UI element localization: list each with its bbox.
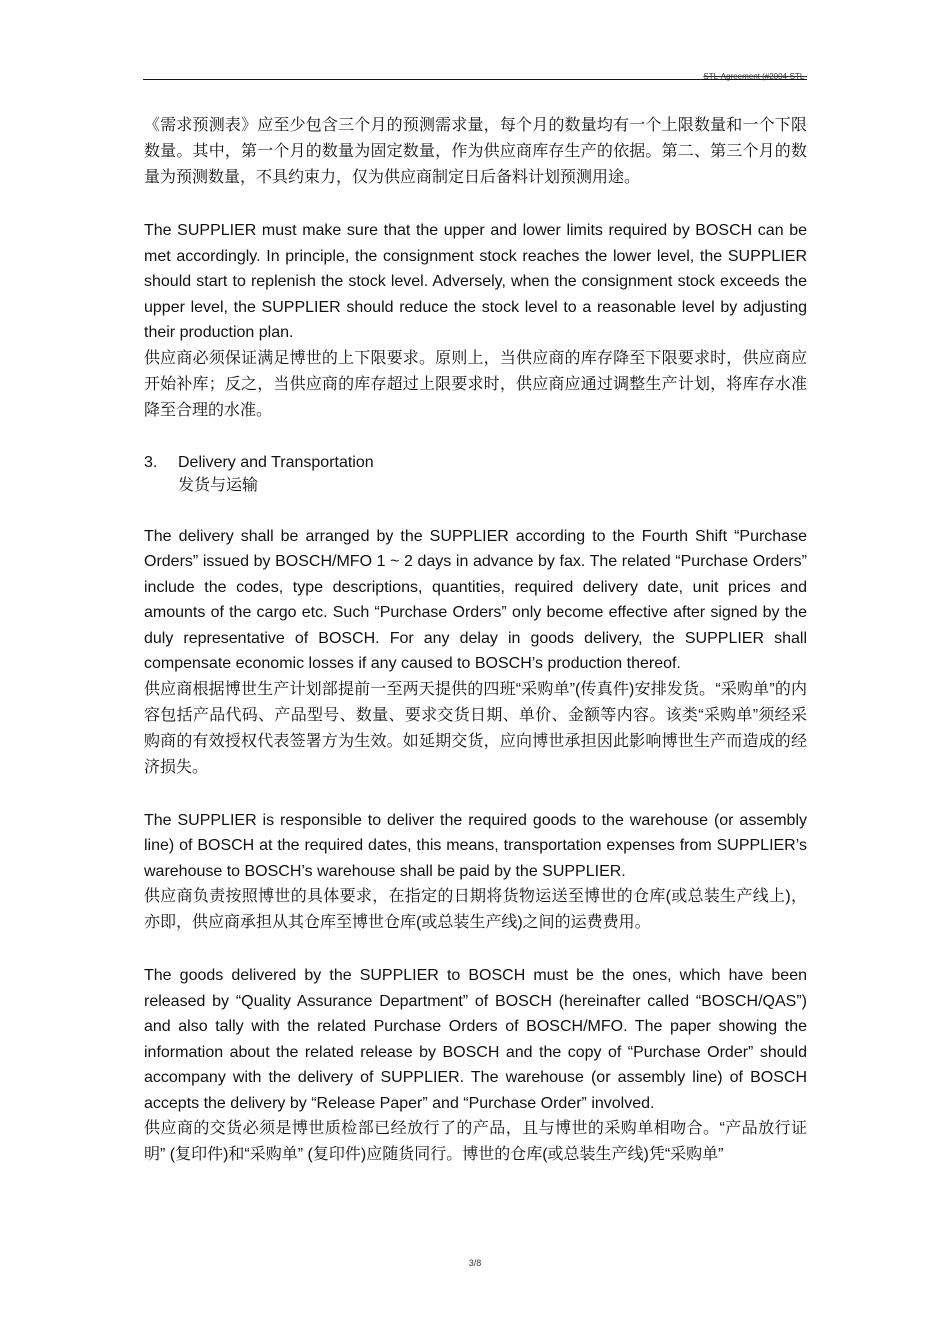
section-number: 3. (144, 453, 158, 471)
section-title-en: Delivery and Transportation (178, 453, 374, 471)
paragraph-delivery-en: The delivery shall be arranged by the SUPPLIER according to the Fourth Shift “Purchase Orders” issued by BOSCH/MFO 1 ~ 2 days in advance by fax. The related “Purchase Orders” include the codes, type descriptions, quantities, required delivery date, unit prices and amounts of the cargo etc. Such “Purchase Orders” only become effective after signed by the duly representative of BOSCH. For any delay in goods delivery, the SUPPLIER shall compensate economic losses if any caused to BOSCH’s production thereof. (144, 527, 807, 672)
paragraph-forecast-zh: 《需求预测表》应至少包含三个月的预测需求量，每个月的数量均有一个上限数量和一个下限数量。其中，第一个月的数量为固定数量，作为供应商库存生产的依据。第二、第三个月的数量为预测数量，不具约束力，仅为供应商制定日后备料计划预测用途。 (144, 117, 807, 186)
page-number: 3/8 (468, 1258, 482, 1268)
paragraph-limits-zh: 供应商必须保证满足博世的上下限要求。原则上，当供应商的库存降至下限要求时，供应商应开始补库；反之，当供应商的库存超过上限要求时，供应商应通过调整生产计划，将库存水准降至合理的水准。 (144, 349, 807, 419)
paragraph-release-en: The goods delivered by the SUPPLIER to BOSCH must be the ones, which have been released by “Quality Assurance Department” of BOSCH (hereinafter called “BOSCH/QAS”) and also tally with the related Purchase Orders of BOSCH/MFO. The paper showing the information about the related release by BOSCH and the copy of “Purchase Order” should accompany with the delivery of SUPPLIER. The warehouse (or assembly line) of BOSCH accepts the delivery by “Release Paper” and “Purchase Order” involved. (144, 967, 807, 1112)
section-heading (144, 451, 807, 474)
document-body (144, 113, 807, 1168)
paragraph-transport-zh: 供应商负责按照博世的具体要求，在指定的日期将货物运送至博世的仓库(或总装生产线上)，亦即，供应商承担从其仓库至博世仓库(或总装生产线)之间的运费费用。 (144, 888, 807, 931)
paragraph-release-zh: 供应商的交货必须是博世质检部已经放行了的产品，且与博世的采购单相吻合。“产品放行证明” (复印件)和“采购单” (复印件)应随货同行。博世的仓库(或总装生产线)凭“采购单” (144, 1120, 807, 1163)
paragraph-transport-en: The SUPPLIER is responsible to deliver the required goods to the warehouse (or assembly line) of BOSCH at the required dates, this means, transportation expenses from SUPPLIER’s warehouse to BOSCH’s warehouse shall be paid by the SUPPLIER. (144, 811, 807, 880)
section-title-zh: 发货与运输 (178, 476, 259, 494)
paragraph-limits-en: The SUPPLIER must make sure that the upper and lower limits required by BOSCH can be met accordingly. In principle, the consignment stock reaches the lower level, the SUPPLIER should start to replenish the stock level. Adversely, when the consignment stock exceeds the upper level, the SUPPLIER should reduce the stock level to a reasonable level by adjusting their production plan. (144, 222, 807, 341)
header-doc-ref: STL-Agreement (#2004-STL- (703, 72, 807, 81)
header-rule (143, 79, 807, 80)
paragraph-delivery-zh: 供应商根据博世生产计划部提前一至两天提供的四班“采购单”(传真件)安排发货。“采购单”的内容包括产品代码、产品型号、数量、要求交货日期、单价、金额等内容。该类“采购单”须经采购商的有效授权代表签署方为生效。如延期交货，应向博世承担因此影响博世生产而造成的经济损失。 (144, 680, 807, 776)
